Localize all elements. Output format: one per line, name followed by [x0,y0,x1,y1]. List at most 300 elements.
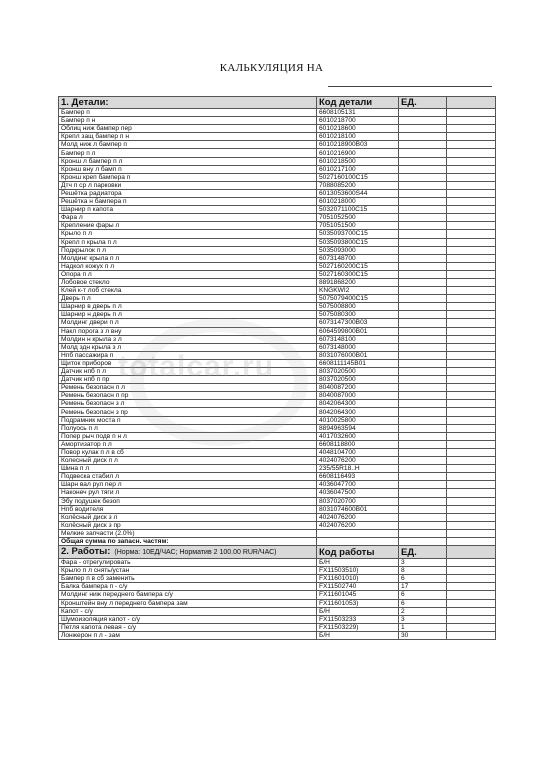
work-code: FX11503233 [317,615,399,623]
part-code: 8037020700 [317,497,399,505]
part-code: 8894963594 [317,424,399,432]
part-unit [399,311,447,319]
part-code: 4036047700 [317,481,399,489]
part-extra [447,157,496,165]
part-extra [447,287,496,295]
part-extra [447,270,496,278]
part-unit [399,432,447,440]
work-qty: 6 [399,591,447,599]
part-unit [399,513,447,521]
part-unit [399,189,447,197]
part-extra [447,343,496,351]
part-name: Кронш креп бампера п [59,173,317,181]
part-code: 8042064300 [317,408,399,416]
part-unit [399,376,447,384]
work-extra [447,591,496,599]
part-unit [399,424,447,432]
work-row [59,615,496,623]
part-code: 8042064300 [317,400,399,408]
part-name: Шарнир в дверь п л [59,303,317,311]
part-unit [399,214,447,222]
part-row [59,311,496,319]
part-row [59,133,496,141]
part-row [59,513,496,521]
parts-total-label: Общая сумма по запасн. частям: [59,537,317,545]
part-name: Колёсный диск з л [59,513,317,521]
work-qty: 30 [399,631,447,639]
part-name: Эбу подушек безоп [59,497,317,505]
part-row [59,319,496,327]
part-name: Бампер п н [59,117,317,125]
part-name: Кронш вну л бамп п [59,165,317,173]
work-code: FX11601010) [317,575,399,583]
part-code: 6608118800 [317,440,399,448]
part-row [59,246,496,254]
parts-total-unit [399,537,447,545]
works-header-row [59,546,496,559]
part-name: Подвеска стабил л [59,473,317,481]
part-extra [447,189,496,197]
part-code: 8040087000 [317,392,399,400]
part-row [59,238,496,246]
part-unit [399,181,447,189]
part-unit [399,457,447,465]
part-row [59,465,496,473]
part-row [59,327,496,335]
part-extra [447,384,496,392]
work-name: Молдинг ниж переднего бампера с/у [59,591,317,599]
part-unit [399,238,447,246]
part-extra [447,198,496,206]
part-row [59,214,496,222]
part-code: 6073148000 [317,343,399,351]
part-extra [447,238,496,246]
part-row [59,392,496,400]
work-row [59,559,496,567]
part-code: 5035093800C15 [317,238,399,246]
part-row [59,125,496,133]
part-code: 5035093000 [317,246,399,254]
part-name: Кронш л бампер п л [59,157,317,165]
part-row [59,303,496,311]
part-unit [399,335,447,343]
part-code: 6608116493 [317,473,399,481]
part-row [59,408,496,416]
part-unit [399,198,447,206]
part-unit [399,157,447,165]
part-row [59,141,496,149]
part-extra [447,133,496,141]
part-extra [447,465,496,473]
part-unit [399,287,447,295]
part-row [59,222,496,230]
part-code [317,529,399,537]
part-unit [399,262,447,270]
part-row [59,262,496,270]
part-extra [447,448,496,456]
part-code: 4024076200 [317,457,399,465]
work-name: Лонжерон п л - зам [59,631,317,639]
part-extra [447,173,496,181]
part-code: 6010218100 [317,133,399,141]
part-name: Повор кулак п л в сб [59,448,317,456]
work-qty: 6 [399,575,447,583]
part-extra [447,416,496,424]
part-row [59,432,496,440]
part-name: Лобовое стекло [59,278,317,286]
part-extra [447,149,496,157]
works-unit-header: ЕД. [399,546,447,559]
part-row [59,384,496,392]
part-code: 6010218500 [317,157,399,165]
part-name: Фара л [59,214,317,222]
part-name: Шарн вал рул пер л [59,481,317,489]
part-extra [447,351,496,359]
part-code: 4024076200 [317,513,399,521]
work-name: Кронштейн вну л переднего бампера зам [59,599,317,607]
part-extra [447,359,496,367]
part-row [59,189,496,197]
part-name: Крепл п крыла п л [59,238,317,246]
part-extra [447,481,496,489]
part-unit [399,149,447,157]
parts-unit-header: ЕД. [399,97,447,109]
part-extra [447,505,496,513]
work-row [59,599,496,607]
part-name: Ремень безопасн п л [59,384,317,392]
part-extra [447,246,496,254]
parts-empty-header [447,97,496,109]
works-rate-note: (Норма: 10ЕД/ЧАС; Норматив 2 100.00 RUR/ЧАС) [114,549,277,557]
part-name: Ремень безопасн п пр [59,392,317,400]
part-unit [399,473,447,481]
part-row [59,368,496,376]
part-unit [399,497,447,505]
part-name: Нпб пассажира п [59,351,317,359]
work-extra [447,559,496,567]
part-code: 6013053600S44 [317,189,399,197]
work-extra [447,575,496,583]
part-unit [399,448,447,456]
part-unit [399,368,447,376]
part-name: Подрамник моста п [59,416,317,424]
part-code: 8031074600B01 [317,505,399,513]
work-name: Капот - с/у [59,607,317,615]
part-extra [447,513,496,521]
part-unit [399,343,447,351]
part-row [59,424,496,432]
work-extra [447,607,496,615]
part-unit [399,117,447,125]
part-unit [399,246,447,254]
part-unit [399,109,447,117]
part-unit [399,521,447,529]
part-code: 6010218000 [317,198,399,206]
work-qty: 6 [399,599,447,607]
parts-total-code [317,537,399,545]
part-row [59,335,496,343]
document-title: КАЛЬКУЛЯЦИЯ НА [219,62,324,74]
part-row [59,440,496,448]
part-name: Шарнир п капота [59,206,317,214]
part-unit [399,408,447,416]
part-row [59,351,496,359]
part-extra [447,489,496,497]
part-unit [399,440,447,448]
part-extra [447,206,496,214]
part-unit [399,384,447,392]
part-unit [399,489,447,497]
part-name: Щиток приборов [59,359,317,367]
part-row [59,157,496,165]
work-row [59,607,496,615]
part-name: Ремень безопасн з пр [59,408,317,416]
work-row [59,631,496,639]
part-code: 5075079400C15 [317,295,399,303]
part-name: Молд здн крыла з л [59,343,317,351]
parts-section-title: 1. Детали: [59,97,317,109]
part-extra [447,327,496,335]
part-row [59,359,496,367]
work-qty: 3 [399,559,447,567]
part-extra [447,432,496,440]
work-code: Б/Н [317,607,399,615]
work-code: Б/Н [317,559,399,567]
part-unit [399,359,447,367]
work-qty: 1 [399,623,447,631]
part-row [59,254,496,262]
part-name: Попер рыч подв п н л [59,432,317,440]
part-extra [447,376,496,384]
part-name: Бампер п [59,109,317,117]
part-unit [399,230,447,238]
part-name: Бампер п л [59,149,317,157]
part-code: 5027160300C15 [317,270,399,278]
work-qty: 3 [399,615,447,623]
part-extra [447,424,496,432]
part-name: Молдинг крыла п л [59,254,317,262]
part-name: Мелкие запчасти (2.0%) [59,529,317,537]
part-code: 8037020500 [317,376,399,384]
part-row [59,416,496,424]
works-code-header: Код работы [317,546,399,559]
parts-total-extra [447,537,496,545]
part-code: 6010216900 [317,149,399,157]
work-code: FX11502740 [317,583,399,591]
part-extra [447,117,496,125]
part-extra [447,254,496,262]
part-name: Облиц ниж бампер пер [59,125,317,133]
part-code: 4036047500 [317,489,399,497]
work-code: FX11601045 [317,591,399,599]
part-unit [399,270,447,278]
part-row [59,343,496,351]
part-name: Шина п л [59,465,317,473]
part-extra [447,303,496,311]
part-code: 8891868200 [317,278,399,286]
part-extra [447,295,496,303]
parts-header-row [59,97,496,109]
part-extra [447,165,496,173]
part-name: Молдинг двери п л [59,319,317,327]
part-name: Амортизатор п л [59,440,317,448]
part-extra [447,440,496,448]
part-row [59,295,496,303]
part-extra [447,335,496,343]
part-code: 6073148700 [317,254,399,262]
part-unit [399,141,447,149]
calculation-table [58,96,496,640]
part-row [59,109,496,117]
work-qty: 8 [399,567,447,575]
work-extra [447,631,496,639]
work-name: Фара - отрегулировать [59,559,317,567]
part-code: 5027160200C15 [317,262,399,270]
part-unit [399,173,447,181]
part-row [59,400,496,408]
part-code: 6073148100 [317,335,399,343]
part-name: Нпб водителя [59,505,317,513]
part-code: 4017032600 [317,432,399,440]
part-extra [447,109,496,117]
part-name: Решётка радиатора [59,189,317,197]
work-extra [447,567,496,575]
part-unit [399,133,447,141]
part-extra [447,457,496,465]
part-row [59,206,496,214]
work-row [59,591,496,599]
part-name: Полуось п л [59,424,317,432]
part-extra [447,311,496,319]
work-qty: 17 [399,583,447,591]
work-code: FX11601053) [317,599,399,607]
part-extra [447,408,496,416]
work-row [59,575,496,583]
part-code: 4024076200 [317,521,399,529]
part-row [59,489,496,497]
part-unit [399,416,447,424]
part-code: 6064599800B01 [317,327,399,335]
work-qty: 2 [399,607,447,615]
part-code: 8031076000B01 [317,351,399,359]
part-code: 6608111145B01 [317,359,399,367]
work-code: Б/Н [317,631,399,639]
part-row [59,448,496,456]
part-name: Накл порога з л вну [59,327,317,335]
part-unit [399,327,447,335]
part-extra [447,368,496,376]
part-name: Колесный диск п л [59,457,317,465]
work-name: Петля капота левая - с/у [59,623,317,631]
part-code: 6073147300B03 [317,319,399,327]
parts-code-header: Код детали [317,97,399,109]
part-extra [447,278,496,286]
part-code: 235/55R18..Н [317,465,399,473]
part-name: Клей к-т лоб стекла [59,287,317,295]
part-code: KNGKWI2 [317,287,399,295]
part-row [59,521,496,529]
work-name: Балка бампера п - с/у [59,583,317,591]
part-extra [447,222,496,230]
part-code: 4048104700 [317,448,399,456]
watermark-text: totalcar.ru [118,350,275,383]
work-extra [447,615,496,623]
part-unit [399,400,447,408]
part-extra [447,262,496,270]
part-name: Подкрылок п л [59,246,317,254]
work-name: Бампер п в сб заменить [59,575,317,583]
work-extra [447,583,496,591]
part-code: 7051051500 [317,222,399,230]
work-extra [447,599,496,607]
part-unit [399,529,447,537]
part-extra [447,125,496,133]
part-unit [399,295,447,303]
work-code: FX11503510) [317,567,399,575]
title-underline [328,86,492,87]
works-title: 2. Работы: [61,546,111,558]
part-row [59,287,496,295]
part-extra [447,529,496,537]
part-row [59,278,496,286]
part-unit [399,165,447,173]
part-code: 5075080300 [317,311,399,319]
part-row [59,117,496,125]
part-code: 7088085200 [317,181,399,189]
part-extra [447,181,496,189]
part-name: Надкол кожух п л [59,262,317,270]
part-row [59,457,496,465]
works-section-title [59,546,317,559]
work-name: Шумоизоляция капот - с/у [59,615,317,623]
part-name: Колёсный диск з пр [59,521,317,529]
part-name: Ремень безопасн з л [59,400,317,408]
part-extra [447,392,496,400]
part-row [59,497,496,505]
part-row [59,376,496,384]
part-code: 6010218700 [317,117,399,125]
part-code: 6010218600 [317,125,399,133]
part-row [59,173,496,181]
part-unit [399,319,447,327]
part-extra [447,230,496,238]
part-unit [399,254,447,262]
part-row [59,181,496,189]
part-name: Наконеч рул тяги л [59,489,317,497]
part-row [59,473,496,481]
work-name: Крыло п л снять/устан [59,567,317,575]
part-unit [399,303,447,311]
part-name: Крепл защ бампер п н [59,133,317,141]
part-row [59,230,496,238]
part-unit [399,505,447,513]
part-code: 5075008800 [317,303,399,311]
part-extra [447,473,496,481]
part-code: 6608105131 [317,109,399,117]
part-row [59,270,496,278]
part-name: Датчик нпб п пр [59,376,317,384]
part-extra [447,400,496,408]
part-unit [399,392,447,400]
part-name: Крепление фары л [59,222,317,230]
part-name: Дверь п л [59,295,317,303]
part-code: 5035093700C15 [317,230,399,238]
work-row [59,583,496,591]
work-extra [447,623,496,631]
part-code: 8040087200 [317,384,399,392]
work-row [59,567,496,575]
work-row [59,623,496,631]
